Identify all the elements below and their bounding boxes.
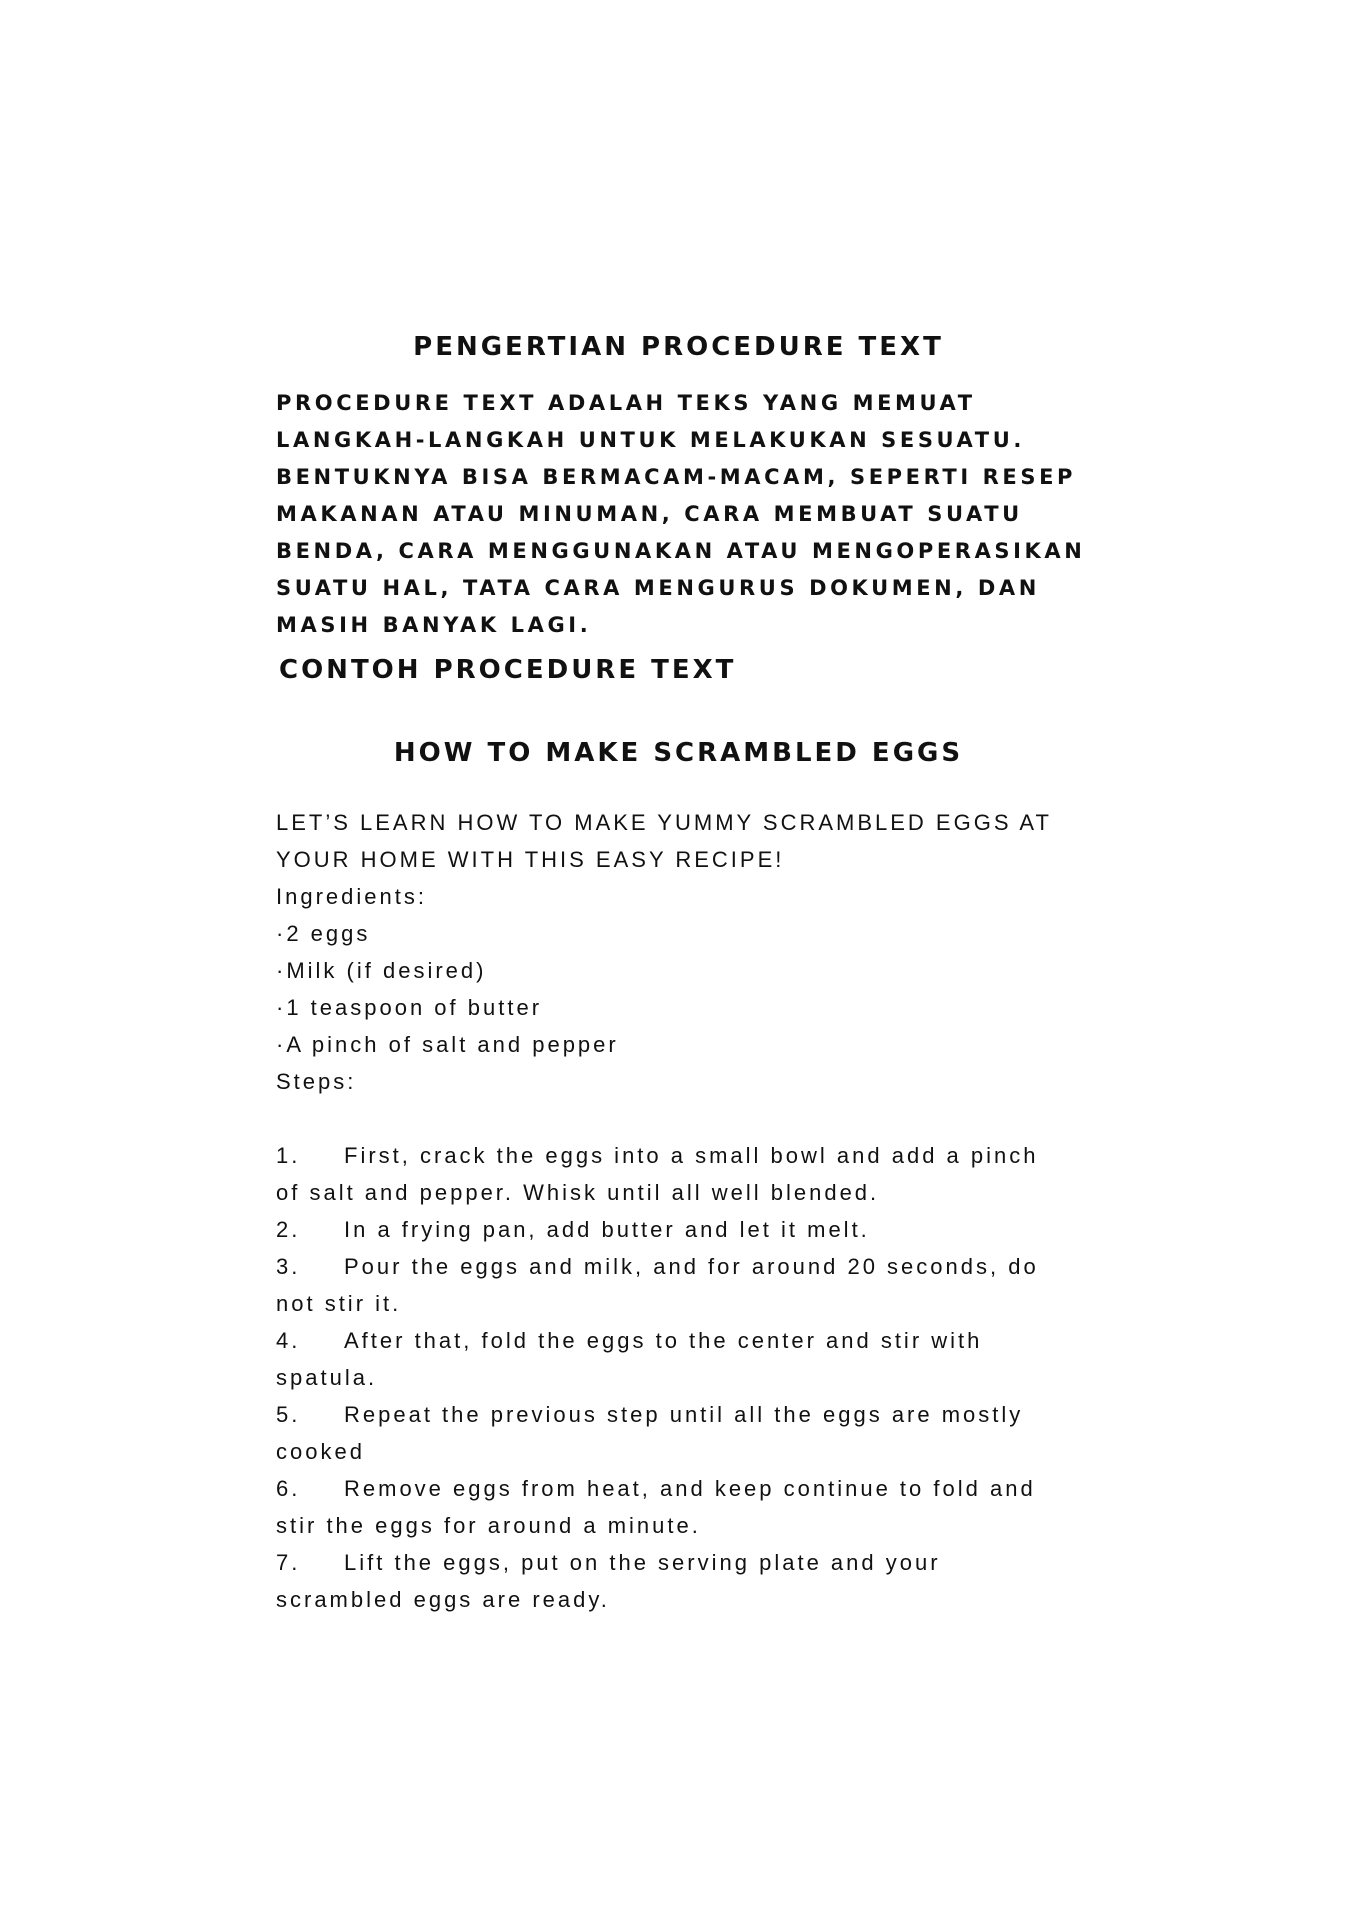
- step-text: First, crack the eggs into a small bowl and add a pinch: [344, 1143, 1039, 1168]
- intro-line: YOUR HOME WITH THIS EASY RECIPE!: [276, 847, 785, 872]
- definition-line: PROCEDURE TEXT ADALAH TEKS YANG MEMUAT: [276, 391, 976, 415]
- ingredient-item: ·2 eggs: [276, 921, 371, 946]
- step-item: [276, 1396, 1052, 1433]
- steps-list: [276, 1137, 1052, 1618]
- intro-line: LET’S LEARN HOW TO MAKE YUMMY SCRAMBLED EGGS AT: [276, 810, 1052, 835]
- step-item: [276, 1322, 1052, 1359]
- step-number: 2.: [276, 1217, 301, 1242]
- definition-line: BENTUKNYA BISA BERMACAM-MACAM, SEPERTI RESEP: [276, 465, 1077, 489]
- heading-contoh: CONTOH PROCEDURE TEXT: [279, 655, 737, 685]
- step-item: [276, 1248, 1052, 1285]
- step-number: 6.: [276, 1476, 301, 1501]
- step-text-continued: stir the eggs for around a minute.: [276, 1513, 701, 1538]
- recipe-title: HOW TO MAKE SCRAMBLED EGGS: [393, 738, 964, 768]
- ingredient-item: ·1 teaspoon of butter: [276, 995, 543, 1020]
- step-item: [276, 1544, 1052, 1581]
- step-item: [276, 1211, 1052, 1248]
- definition-line: MASIH BANYAK LAGI.: [276, 613, 592, 637]
- step-text-continued: scrambled eggs are ready.: [276, 1587, 610, 1612]
- definition-line: MAKANAN ATAU MINUMAN, CARA MEMBUAT SUATU: [276, 502, 1023, 526]
- step-number: 1.: [276, 1143, 301, 1168]
- step-text: Pour the eggs and milk, and for around 20 seconds, do: [344, 1254, 1039, 1279]
- step-text: After that, fold the eggs to the center and stir with: [344, 1328, 983, 1353]
- step-text-continued: not stir it.: [276, 1291, 402, 1316]
- step-text-continued: of salt and pepper. Whisk until all well blended.: [276, 1180, 880, 1205]
- step-number: 7.: [276, 1550, 301, 1575]
- ingredient-item: ·A pinch of salt and pepper: [276, 1032, 619, 1057]
- step-text-continued: cooked: [276, 1439, 365, 1464]
- step-number: 5.: [276, 1402, 301, 1427]
- ingredients-label: Ingredients:: [276, 884, 427, 909]
- step-item: [276, 1137, 1052, 1174]
- steps-label: Steps:: [276, 1069, 357, 1094]
- step-text: Lift the eggs, put on the serving plate and your: [344, 1550, 941, 1575]
- step-text: In a frying pan, add butter and let it melt.: [344, 1217, 870, 1242]
- step-number: 3.: [276, 1254, 301, 1279]
- step-text-continued: spatula.: [276, 1365, 378, 1390]
- ingredient-item: ·Milk (if desired): [276, 958, 487, 983]
- definition-line: LANGKAH-LANGKAH UNTUK MELAKUKAN SESUATU.: [276, 428, 1025, 452]
- step-number: 4.: [276, 1328, 301, 1353]
- step-text: Repeat the previous step until all the eggs are mostly: [344, 1402, 1024, 1427]
- heading-pengertian: PENGERTIAN PROCEDURE TEXT: [413, 332, 944, 362]
- spacer: [276, 1100, 1052, 1137]
- definition-line: SUATU HAL, TATA CARA MENGURUS DOKUMEN, DAN: [276, 576, 1040, 600]
- recipe-body: [276, 804, 1052, 1618]
- step-text: Remove eggs from heat, and keep continue to fold and: [344, 1476, 1036, 1501]
- definition-line: BENDA, CARA MENGGUNAKAN ATAU MENGOPERASIKAN: [276, 539, 1086, 563]
- definition-paragraph: [276, 385, 1085, 644]
- step-item: [276, 1470, 1052, 1507]
